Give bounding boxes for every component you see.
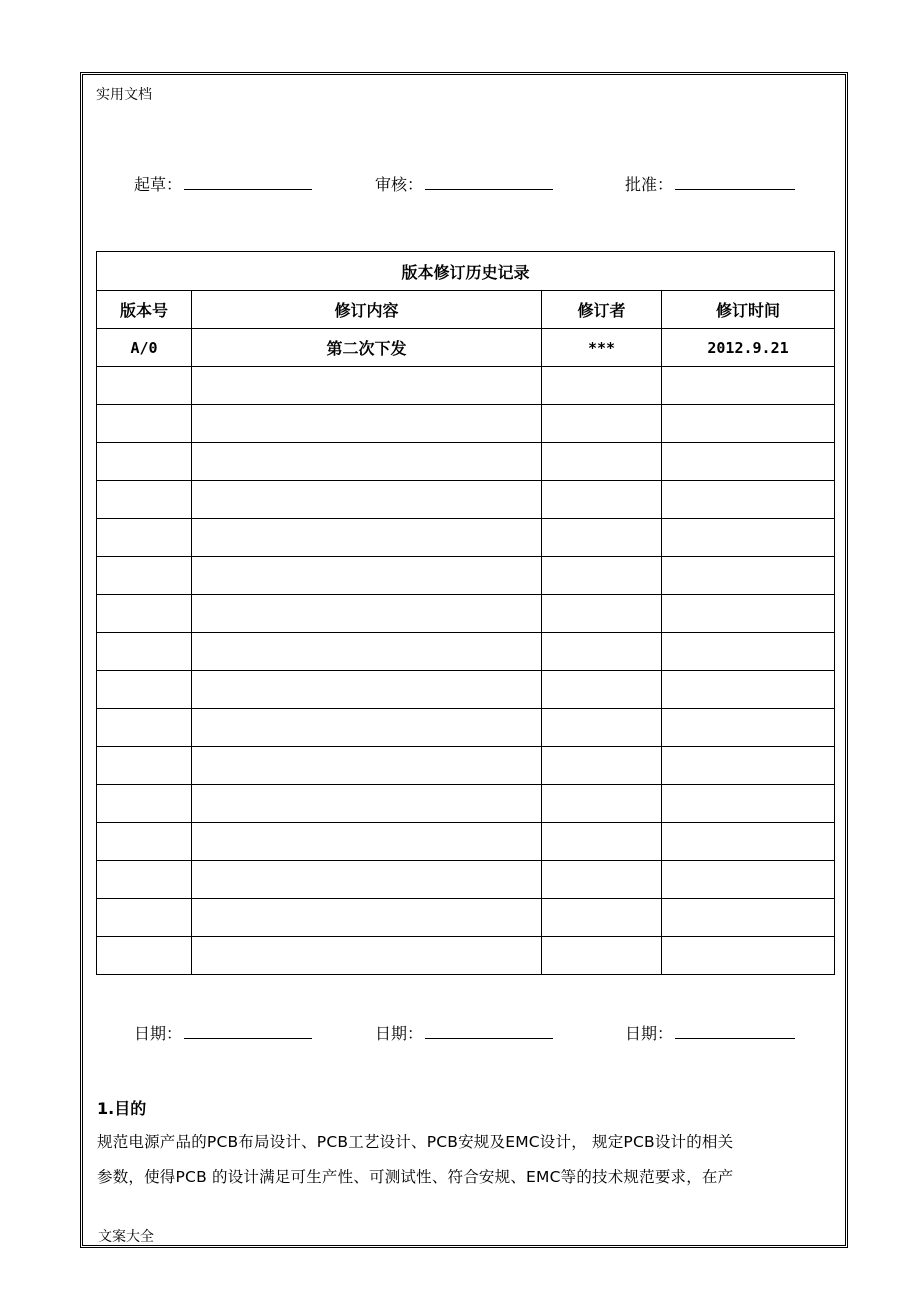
empty-cell	[192, 899, 542, 937]
empty-cell	[192, 405, 542, 443]
empty-cell	[662, 519, 835, 557]
table-row	[97, 671, 835, 709]
table-row	[97, 823, 835, 861]
drafter-line	[184, 175, 312, 190]
empty-cell	[97, 937, 192, 975]
empty-cell	[192, 557, 542, 595]
empty-cell	[662, 633, 835, 671]
column-header-reviser: 修订者	[542, 291, 662, 329]
empty-cell	[542, 443, 662, 481]
footer-label: 文案大全	[98, 1229, 154, 1245]
empty-cell	[192, 747, 542, 785]
empty-cell	[662, 785, 835, 823]
empty-cell	[542, 899, 662, 937]
empty-cell	[542, 709, 662, 747]
table-row	[97, 899, 835, 937]
empty-cell	[97, 443, 192, 481]
table-row	[97, 405, 835, 443]
empty-cell	[97, 557, 192, 595]
empty-cell	[97, 519, 192, 557]
empty-cell	[192, 481, 542, 519]
empty-cell	[192, 633, 542, 671]
empty-rows	[97, 367, 835, 975]
date-line-1	[184, 1024, 312, 1039]
empty-cell	[662, 937, 835, 975]
empty-cell	[542, 823, 662, 861]
reviewer-field	[375, 172, 553, 195]
empty-cell	[97, 633, 192, 671]
table-row	[97, 709, 835, 747]
empty-cell	[97, 785, 192, 823]
date-label-2: 日期：	[375, 1024, 424, 1043]
reviewer-line	[425, 175, 553, 190]
table-row	[97, 329, 835, 367]
date-field-1	[134, 1021, 312, 1044]
empty-cell	[97, 823, 192, 861]
empty-cell	[97, 595, 192, 633]
date-line-3	[675, 1024, 795, 1039]
table-row	[97, 443, 835, 481]
empty-cell	[662, 709, 835, 747]
empty-cell	[662, 557, 835, 595]
empty-cell	[662, 481, 835, 519]
column-header-content: 修订内容	[192, 291, 542, 329]
date-field-3	[625, 1021, 795, 1044]
empty-cell	[192, 671, 542, 709]
empty-cell	[192, 823, 542, 861]
approver-line	[675, 175, 795, 190]
table-row	[97, 747, 835, 785]
column-header-date: 修订时间	[662, 291, 835, 329]
empty-cell	[662, 747, 835, 785]
header-label: 实用文档	[96, 87, 152, 103]
table-row	[97, 937, 835, 975]
empty-cell	[192, 785, 542, 823]
empty-cell	[542, 861, 662, 899]
table-title: 版本修订历史记录	[97, 252, 835, 291]
table-row	[97, 595, 835, 633]
section-body	[97, 1125, 839, 1195]
table-row	[97, 367, 835, 405]
empty-cell	[192, 595, 542, 633]
empty-cell	[542, 785, 662, 823]
table-row	[97, 557, 835, 595]
empty-cell	[192, 709, 542, 747]
empty-cell	[97, 367, 192, 405]
date-label-3: 日期：	[625, 1024, 674, 1043]
cell-content: 第二次下发	[192, 329, 542, 367]
drafter-field	[134, 172, 312, 195]
empty-cell	[542, 519, 662, 557]
empty-cell	[542, 747, 662, 785]
empty-cell	[542, 557, 662, 595]
empty-cell	[542, 405, 662, 443]
empty-cell	[542, 367, 662, 405]
revision-history-table	[96, 251, 835, 975]
empty-cell	[662, 671, 835, 709]
empty-cell	[662, 823, 835, 861]
section-heading: 1.目的	[97, 1099, 147, 1118]
empty-cell	[97, 671, 192, 709]
empty-cell	[97, 405, 192, 443]
table-row	[97, 861, 835, 899]
table-row	[97, 633, 835, 671]
cell-reviser: ***	[542, 329, 662, 367]
table-row	[97, 785, 835, 823]
empty-cell	[192, 861, 542, 899]
empty-cell	[542, 671, 662, 709]
empty-cell	[662, 899, 835, 937]
empty-cell	[662, 443, 835, 481]
approver-field	[625, 172, 795, 195]
empty-cell	[192, 443, 542, 481]
drafter-label: 起草：	[134, 175, 183, 194]
empty-cell	[542, 633, 662, 671]
empty-cell	[192, 519, 542, 557]
empty-cell	[542, 595, 662, 633]
table-row	[97, 519, 835, 557]
empty-cell	[97, 481, 192, 519]
cell-date: 2012.9.21	[662, 329, 835, 367]
empty-cell	[542, 481, 662, 519]
empty-cell	[192, 937, 542, 975]
signature-row-top	[0, 172, 920, 196]
empty-cell	[97, 899, 192, 937]
empty-cell	[192, 367, 542, 405]
cell-version: A/0	[97, 329, 192, 367]
empty-cell	[97, 861, 192, 899]
empty-cell	[662, 595, 835, 633]
date-line-2	[425, 1024, 553, 1039]
empty-cell	[662, 861, 835, 899]
body-line-2: 参数，使得PCB 的设计满足可生产性、可测试性、符合安规、EMC等的技术规范要求，在产	[97, 1168, 734, 1186]
empty-cell	[97, 747, 192, 785]
empty-cell	[542, 937, 662, 975]
column-header-version: 版本号	[97, 291, 192, 329]
body-line-1: 规范电源产品的PCB布局设计、PCB工艺设计、PCB安规及EMC设计， 规定PCB设计的相关	[97, 1133, 734, 1151]
empty-cell	[662, 367, 835, 405]
approver-label: 批准：	[625, 175, 674, 194]
empty-cell	[662, 405, 835, 443]
date-field-2	[375, 1021, 553, 1044]
empty-cell	[97, 709, 192, 747]
date-label-1: 日期：	[134, 1024, 183, 1043]
date-row-bottom	[0, 1021, 920, 1045]
reviewer-label: 审核：	[375, 175, 424, 194]
table-row	[97, 481, 835, 519]
